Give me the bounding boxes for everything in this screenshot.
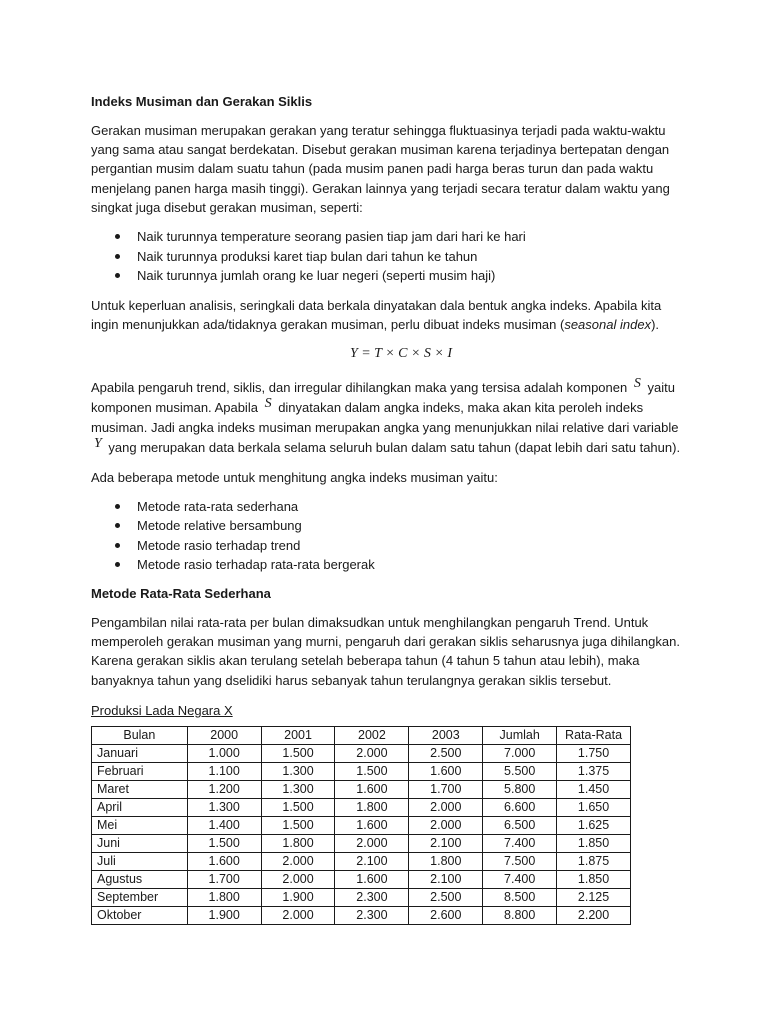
table-cell: Maret [92, 780, 188, 798]
table-row [92, 780, 631, 798]
table-cell: 2.000 [335, 744, 409, 762]
table-row [92, 852, 631, 870]
table-cell: 6.500 [483, 816, 557, 834]
table-cell: September [92, 888, 188, 906]
table-cell: 1.500 [335, 762, 409, 780]
table-row [92, 906, 631, 924]
table-cell: 1.625 [557, 816, 631, 834]
table-cell: 1.600 [187, 852, 261, 870]
table-cell: 2.100 [335, 852, 409, 870]
table-cell: 1.100 [187, 762, 261, 780]
symbol-y: Y [94, 435, 102, 451]
analysis-paragraph [91, 296, 681, 334]
explanation-part-1: Apabila pengaruh trend, siklis, dan irregular dihilangkan maka yang tersisa adalah komponen [91, 379, 628, 395]
page-title: Indeks Musiman dan Gerakan Siklis [91, 94, 313, 109]
table-cell: 7.400 [483, 870, 557, 888]
table-cell: 5.500 [483, 762, 557, 780]
table-cell: 2.000 [409, 798, 483, 816]
analysis-end: ). [651, 316, 660, 332]
methods-list [91, 497, 681, 575]
table-row [92, 744, 631, 762]
table-cell: Mei [92, 816, 188, 834]
table-cell: 1.375 [557, 762, 631, 780]
examples-list [91, 227, 681, 286]
table-row [92, 888, 631, 906]
table-cell: 1.850 [557, 834, 631, 852]
table-cell: 1.300 [261, 762, 335, 780]
header-cell: Jumlah [483, 726, 557, 744]
list-item: Metode relative bersambung [91, 516, 681, 536]
table-cell: 2.000 [261, 852, 335, 870]
intro-paragraph: Gerakan musiman merupakan gerakan yang teratur sehingga fluktuasinya terjadi pada waktu-waktu yang sama atau sangat berdekatan. Disebut gerakan musiman karena terjadinya bertepatan dengan pergantian musim dalam suatu tahun (pada musim panen padi harga beras turun dan pada waktu menjelang panen harga masih tinggi). Gerakan lainnya yang terjadi secara teratur dalam waktu yang singkat juga disebut gerakan musiman, seperti: [91, 123, 670, 215]
table-cell: 1.700 [187, 870, 261, 888]
table-row [92, 816, 631, 834]
table-cell: 1.500 [261, 744, 335, 762]
explanation-part-2: yaitu komponen musiman. Apabila [91, 379, 675, 416]
table-row [92, 870, 631, 888]
explanation-part-3: dinyatakan dalam angka indeks, maka akan kita peroleh indeks musiman. Jadi angka indeks musiman merupakan angka yang menunjukkan nilai relative dari variable [91, 400, 679, 436]
list-item: Metode rasio terhadap trend [91, 536, 681, 556]
table-cell: 7.400 [483, 834, 557, 852]
table-cell: 8.800 [483, 906, 557, 924]
explanation-paragraph [91, 375, 681, 458]
table-cell: 1.800 [261, 834, 335, 852]
table-cell: 2.200 [557, 906, 631, 924]
section-title: Metode Rata-Rata Sederhana [91, 585, 271, 601]
table-cell: 1.850 [557, 870, 631, 888]
symbol-s: S [633, 375, 641, 391]
table-cell: 1.000 [187, 744, 261, 762]
table-cell: 7.000 [483, 744, 557, 762]
table-cell: 1.900 [187, 906, 261, 924]
methods-intro: Ada beberapa metode untuk menghitung angka indeks musiman yaitu: [91, 469, 498, 485]
table-cell: 1.200 [187, 780, 261, 798]
table-cell: 1.800 [187, 888, 261, 906]
list-item: Naik turunnya produksi karet tiap bulan dari tahun ke tahun [91, 247, 681, 267]
table-header-row [92, 726, 631, 744]
table-cell: 1.500 [261, 816, 335, 834]
header-cell: 2002 [335, 726, 409, 744]
list-item: Naik turunnya jumlah orang ke luar negeri (seperti musim haji) [91, 266, 681, 286]
explanation-part-4: yang merupakan data berkala selama seluruh bulan dalam satu tahun (dapat lebih dari satu tahun). [108, 439, 681, 455]
header-cell: Rata-Rata [557, 726, 631, 744]
table-cell: 2.000 [261, 870, 335, 888]
table-cell: Januari [92, 744, 188, 762]
table-cell: 1.450 [557, 780, 631, 798]
table-cell: 1.750 [557, 744, 631, 762]
table-cell: 7.500 [483, 852, 557, 870]
table-cell: 1.900 [261, 888, 335, 906]
table-cell: 2.100 [409, 870, 483, 888]
formula: Y = T × C × S × I [349, 345, 453, 361]
table-cell: 2.000 [335, 834, 409, 852]
analysis-text: Untuk keperluan analisis, seringkali data berkala dinyatakan dala bentuk angka indeks. Apabila kita ingin menunjukkan ada/tidaknya gerakan musiman, perlu dibuat indeks musiman ( [91, 297, 662, 332]
table-cell: 2.100 [409, 834, 483, 852]
table-row [92, 834, 631, 852]
table-cell: 1.600 [335, 816, 409, 834]
table-cell: 1.500 [261, 798, 335, 816]
table-cell: 2.500 [409, 888, 483, 906]
table-cell: 2.500 [409, 744, 483, 762]
table-cell: 1.600 [409, 762, 483, 780]
table-cell: 1.650 [557, 798, 631, 816]
header-cell: Bulan [92, 726, 188, 744]
table-cell: 2.000 [409, 816, 483, 834]
header-cell: 2003 [409, 726, 483, 744]
table-cell: 1.500 [187, 834, 261, 852]
table-cell: 1.800 [409, 852, 483, 870]
table-cell: 2.000 [261, 906, 335, 924]
header-cell: 2001 [261, 726, 335, 744]
header-cell: 2000 [187, 726, 261, 744]
table-cell: Oktober [92, 906, 188, 924]
table-cell: 5.800 [483, 780, 557, 798]
table-title: Produksi Lada Negara X [91, 702, 233, 718]
table-cell: 8.500 [483, 888, 557, 906]
table-cell: 6.600 [483, 798, 557, 816]
list-item: Metode rasio terhadap rata-rata bergerak [91, 555, 681, 575]
table-cell: 1.600 [335, 780, 409, 798]
table-row [92, 762, 631, 780]
list-item: Naik turunnya temperature seorang pasien tiap jam dari hari ke hari [91, 227, 681, 247]
table-row [92, 798, 631, 816]
production-table [91, 726, 631, 925]
table-cell: 2.600 [409, 906, 483, 924]
table-cell: 1.400 [187, 816, 261, 834]
document-content [91, 93, 681, 925]
table-cell: April [92, 798, 188, 816]
list-item: Metode rata-rata sederhana [91, 497, 681, 517]
symbol-s: S [264, 396, 272, 412]
table-cell: 1.700 [409, 780, 483, 798]
table-cell: Agustus [92, 870, 188, 888]
table-cell: 2.125 [557, 888, 631, 906]
table-cell: 2.300 [335, 888, 409, 906]
table-cell: 1.300 [261, 780, 335, 798]
table-cell: 1.600 [335, 870, 409, 888]
table-cell: 1.300 [187, 798, 261, 816]
table-cell: Februari [92, 762, 188, 780]
table-cell: 2.300 [335, 906, 409, 924]
seasonal-index-term: seasonal index [564, 316, 652, 332]
section-paragraph: Pengambilan nilai rata-rata per bulan dimaksudkan untuk menghilangkan pengaruh Trend. Untuk memperoleh gerakan musiman yang murni, pengaruh dari gerakan siklis seharusnya juga dihilangkan. Karena gerakan siklis akan terulang setelah beberapa tahun (4 tahun 5 tahun atau lebih), maka banyaknya tahun yang dselidiki harus sebanyak tahun terulangnya gerakan siklis tersebut. [91, 614, 680, 688]
table-cell: 1.800 [335, 798, 409, 816]
table-cell: 1.875 [557, 852, 631, 870]
table-cell: Juli [92, 852, 188, 870]
table-cell: Juni [92, 834, 188, 852]
